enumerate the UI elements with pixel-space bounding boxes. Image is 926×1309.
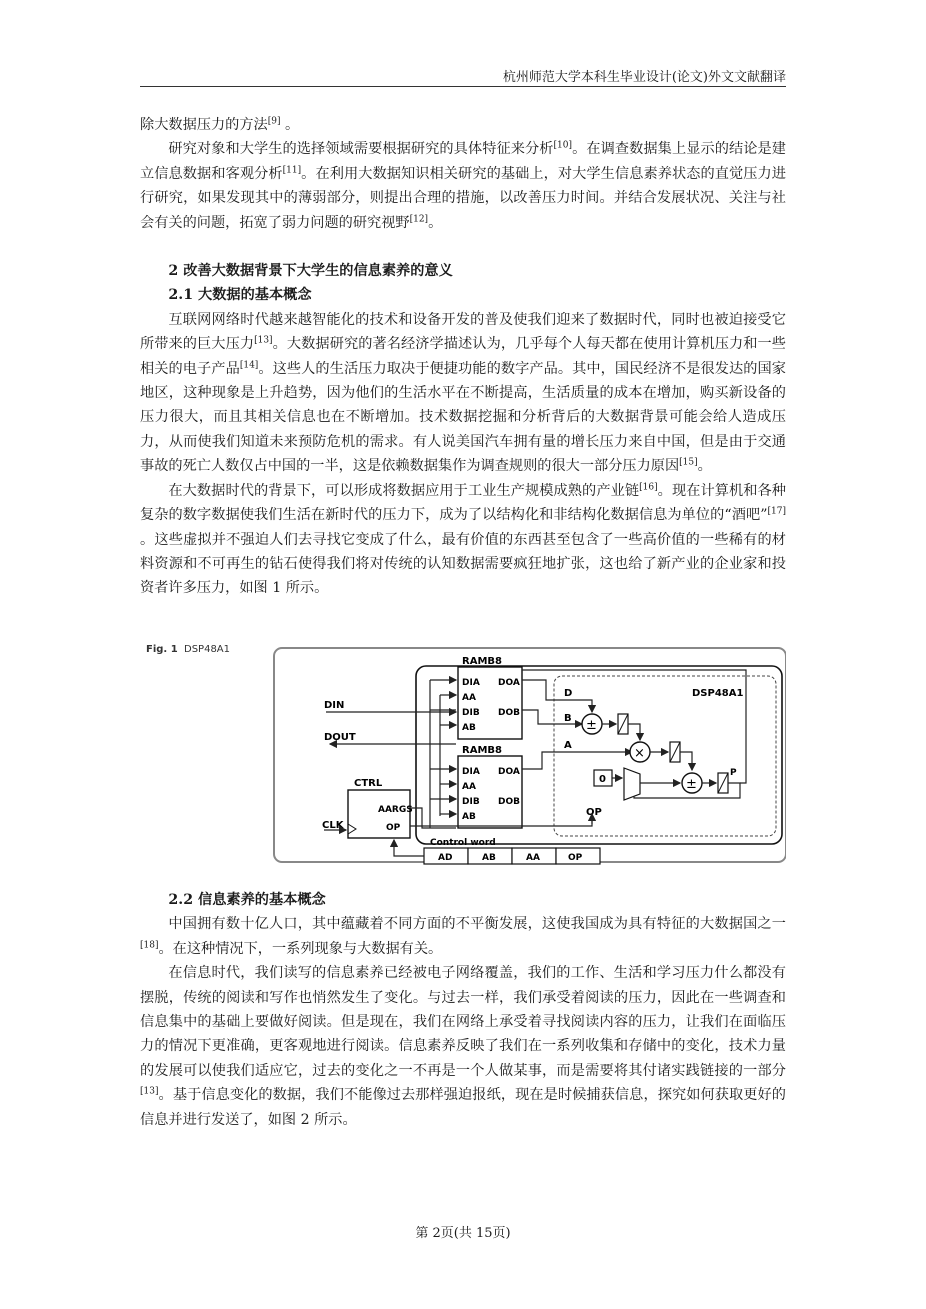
subsection-heading: 2.2 信息素养的基本概念	[168, 892, 326, 908]
postadder-symbol: ±	[686, 777, 697, 792]
cw-aa: AA	[526, 853, 540, 863]
mux	[624, 768, 640, 800]
figure-caption-label: Fig. 1	[146, 644, 178, 655]
ctrl-label: CTRL	[354, 778, 383, 789]
port-doa-2: DOA	[498, 767, 520, 777]
subsection-heading: 2.1 大数据的基本概念	[168, 287, 312, 304]
paragraph: 在大数据时代的背景下，可以形成将数据应用于工业生产规模成熟的产业链[16]。现在计算机和各种复杂的数字数据使我们生活在新时代的压力下，成为了以结构化和非结构化数据信息为单位的“酒吧”[17] 。这些虚拟并不强迫人们去寻找它变成了什么，最有价值的东西甚至包含了一些高价值的一些稀有的材料资源和不可再生的钻石使得我们将对传统的认知数据需要疯狂地扩张，这也给了新产业的企业家和投资者许多压力，如图 1 所示。	[140, 481, 786, 597]
ctrl-op-label: OP	[386, 823, 401, 833]
port-dib: DIB	[462, 708, 480, 718]
port-ab: AB	[462, 723, 476, 733]
port-dia: DIA	[462, 678, 480, 688]
page-header	[140, 64, 786, 87]
paragraph: 在信息时代，我们读写的信息素养已经被电子网络覆盖，我们的工作、生活和学习压力什么都没有摆脱，传统的阅读和写作也悄然发生了变化。与过去一样，我们承受着阅读的压力，因此在一些调查和信息集中的基础上要做好阅读。但是现在，我们在网络上承受着寻找阅读内容的压力，让我们在面临压力的情况下更准确，更客观地进行阅读。信息素养反映了我们在一系列收集和存储中的变化，技术力量的发展可以使我们适应它，过去的变化之一不再是一个人做某事，而是需要将其付诸实践链接的一部分[13]。基于信息变化的数据，我们不能像过去那样强迫报纸，现在是时候捕获信息，探究如何获取更好的信息并进行发送了，如图 2 所示。	[140, 965, 786, 1128]
ramb-top-label: RAMB8	[462, 656, 502, 667]
text-block-bottom	[140, 888, 786, 1132]
port-dia-2: DIA	[462, 767, 480, 777]
clk-label: CLK	[322, 820, 344, 831]
figure-caption-name: DSP48A1	[184, 644, 231, 655]
signal-p: P	[730, 768, 737, 778]
port-aa: AA	[462, 693, 476, 703]
preadder-symbol: ±	[586, 718, 597, 733]
paragraph: 中国拥有数十亿人口，其中蕴藏着不同方面的不平衡发展，这使我国成为具有特征的大数据国之一[18]。在这种情况下，一系列现象与大数据有关。	[140, 916, 786, 957]
zero-label: 0	[599, 774, 606, 785]
control-word-label: Control word	[430, 838, 496, 848]
port-dob: DOB	[498, 708, 520, 718]
cw-op: OP	[568, 853, 583, 863]
paragraph: 除大数据压力的方法[9] 。	[140, 116, 300, 133]
figure-dsp48a1	[140, 640, 786, 870]
signal-b: B	[564, 713, 572, 724]
cw-ad: AD	[438, 853, 453, 863]
port-ab-2: AB	[462, 812, 476, 822]
ramb-bottom-label: RAMB8	[462, 745, 502, 756]
dout-label: DOUT	[324, 732, 356, 743]
port-dob-2: DOB	[498, 797, 520, 807]
signal-d: D	[564, 688, 573, 699]
dsp-label: DSP48A1	[692, 688, 744, 699]
din-label: DIN	[324, 700, 345, 711]
section-heading: 2 改善大数据背景下大学生的信息素养的意义	[168, 263, 453, 280]
paragraph: 互联网网络时代越来越智能化的技术和设备开发的普及使我们迎来了数据时代，同时也被迫接受它所带来的巨大压力[13]。大数据研究的著名经济学描述认为，几乎每个人每天都在使用计算机压力和一些相关的电子产品[14]。这些人的生活压力取决于便捷功能的数字产品。其中，国民经济不是很发达的国家地区，这种现象是上升趋势，因为他们的生活水平在不断提高，生活质量的成本在增加，购买新设备的压力很大，而且其相关信息也在不断增加。技术数据挖掘和分析背后的大数据背景可能会给人造成压力，从而使我们知道未来预防危机的需求。有人说美国汽车拥有量的增长压力来自中国，但是由于交通事故的死亡人数仅占中国的一半，这是依赖数据集作为调查规则的很大一部分压力原因[15]。	[140, 311, 786, 475]
port-dib-2: DIB	[462, 797, 480, 807]
cw-ab: AB	[482, 853, 496, 863]
port-doa: DOA	[498, 678, 520, 688]
multiplier-symbol: ×	[634, 746, 645, 761]
text-block-top	[140, 113, 786, 601]
aargs-label: AARGS	[378, 805, 413, 815]
page-footer: 第 2页(共 15页)	[415, 1226, 511, 1241]
signal-op: OP	[586, 807, 602, 818]
signal-a: A	[564, 740, 572, 751]
port-aa-2: AA	[462, 782, 476, 792]
header-title: 杭州师范大学本科生毕业设计(论文)外文文献翻译	[502, 70, 786, 85]
paragraph: 研究对象和大学生的选择领域需要根据研究的具体特征来分析[10]。在调查数据集上显示的结论是建立信息数据和客观分析[11]。在利用大数据知识相关研究的基础上，对大学生信息素养状态的直觉压力进行研究，如果发现其中的薄弱部分，则提出合理的措施，以改善压力时间。并结合发展状况、关注与社会有关的问题，拓宽了弱力问题的研究视野[12]。	[140, 140, 786, 231]
